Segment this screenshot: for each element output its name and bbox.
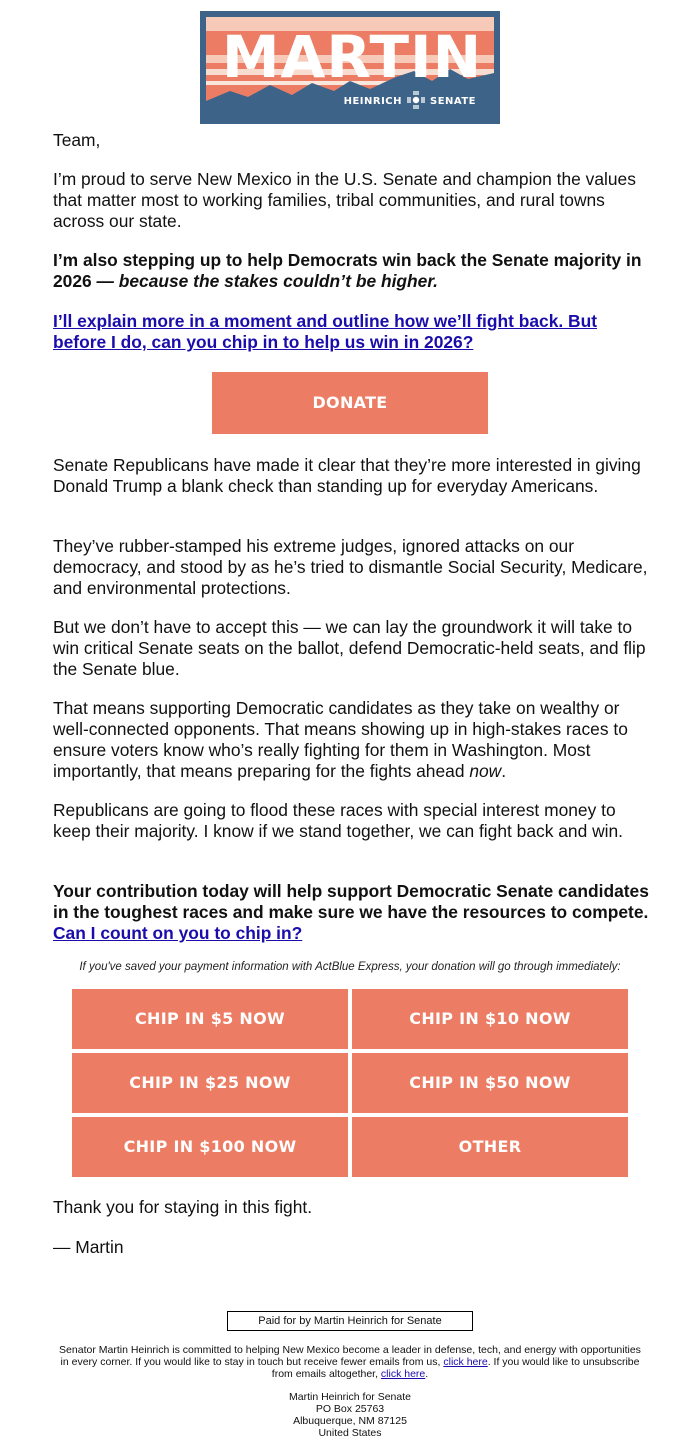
- campaign-logo: [200, 11, 500, 124]
- footer-notice: [55, 1344, 645, 1380]
- footer-address: [200, 1391, 500, 1439]
- paragraph-stakes: [53, 250, 653, 292]
- thank-you-text: Thank you for staying in this fight.: [53, 1197, 313, 1217]
- greeting: Team,: [53, 130, 101, 150]
- chip-in-100-button[interactable]: CHIP IN $100 NOW: [72, 1117, 348, 1177]
- address-line: PO Box 25763: [315, 1403, 385, 1415]
- stakes-italic-text: because the stakes couldn’t be higher.: [118, 271, 438, 291]
- paragraph-groundwork: But we don’t have to accept this — we can lay the groundwork it will take to win critical Senate seats on the ballot, defend Democratic-held seats, and flip the Senate blue.: [53, 617, 646, 679]
- donate-button[interactable]: DONATE: [212, 372, 488, 434]
- address-line: Martin Heinrich for Senate: [289, 1391, 411, 1403]
- footer-notice-text-3: .: [425, 1368, 429, 1380]
- chip-in-link-intro[interactable]: I’ll explain more in a moment and outline how we’ll fight back. But before I do, can you chip in to help us win in 2026?: [53, 311, 598, 352]
- paragraph-intro: I’m proud to serve New Mexico in the U.S. Senate and champion the values that matter most to working families, tribal communities, and rural towns across our state.: [53, 169, 636, 231]
- supporting-end: .: [501, 761, 507, 781]
- count-on-you-link[interactable]: Can I count on you to chip in?: [53, 923, 303, 943]
- paid-for-box: Paid for by Martin Heinrich for Senate: [227, 1311, 473, 1331]
- signoff: — Martin: [53, 1237, 124, 1257]
- footer-notice-text-2: . If you would like to unsubscribe from emails altogether,: [271, 1356, 640, 1380]
- paragraph-supporting: [53, 698, 653, 782]
- chip-in-other-button[interactable]: OTHER: [352, 1117, 628, 1177]
- logo-right-word: SENATE: [430, 96, 477, 107]
- supporting-italic: now: [469, 761, 502, 781]
- fewer-emails-link[interactable]: click here: [443, 1356, 488, 1368]
- paragraph-republicans: Senate Republicans have made it clear that they’re more interested in giving Donald Trump a blank check than standing up for everyday Americans.: [53, 455, 641, 496]
- address-line: Albuquerque, NM 87125: [293, 1415, 407, 1427]
- paragraph-link-explain: [53, 311, 653, 353]
- footer-notice-text-1: Senator Martin Heinrich is committed to helping New Mexico become a leader in defense, tech, and energy with opportunities in every corner. If you would like to stay in touch but receive fewer emails from us,: [59, 1344, 641, 1368]
- paragraph-contribution: [53, 881, 653, 944]
- chip-in-5-button[interactable]: CHIP IN $5 NOW: [72, 989, 348, 1049]
- chip-in-10-button[interactable]: CHIP IN $10 NOW: [352, 989, 628, 1049]
- unsubscribe-link[interactable]: click here: [380, 1368, 426, 1380]
- actblue-express-note: If you've saved your payment information with ActBlue Express, your donation will go through immediately:: [79, 961, 621, 973]
- chip-in-50-button[interactable]: CHIP IN $50 NOW: [352, 1053, 628, 1113]
- address-line: United States: [318, 1427, 382, 1439]
- logo-name: MARTIN: [221, 23, 483, 91]
- stakes-bold-text: I’m also stepping up to help Democrats win back the Senate majority in 2026 —: [53, 250, 642, 291]
- chip-in-25-button[interactable]: CHIP IN $25 NOW: [72, 1053, 348, 1113]
- paragraph-rubber-stamped: They’ve rubber-stamped his extreme judges, ignored attacks on our democracy, and stood by as he’s tried to dismantle Social Security, Medicare, and environmental protections.: [53, 536, 648, 598]
- zia-sun-icon: [407, 91, 425, 109]
- contribution-text: Your contribution today will help support Democratic Senate candidates in the toughest races and make sure we have the resources to compete.: [53, 881, 649, 922]
- logo-left-word: HEINRICH: [343, 96, 402, 107]
- paragraph-flood: Republicans are going to flood these races with special interest money to keep their majority. I know if we stand together, we can fight back and win.: [53, 800, 624, 841]
- supporting-text: That means supporting Democratic candidates as they take on wealthy or well-connected opponents. That means showing up in high-stakes races to ensure voters know who’s really fighting for them in Washington. Most importantly, that means preparing for the fights ahead: [53, 698, 628, 781]
